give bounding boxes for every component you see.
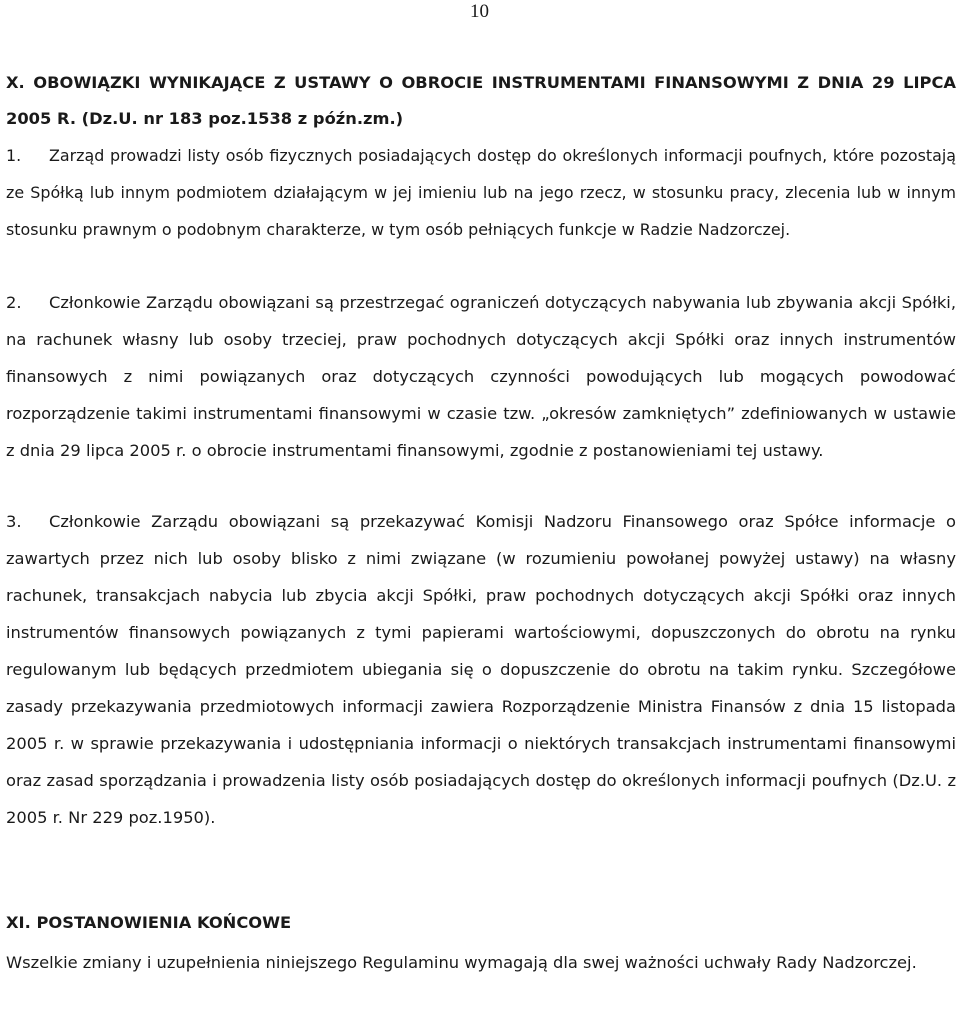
list-item-number: 3. [6, 512, 22, 531]
list-item [6, 503, 956, 836]
page-number: 10 [470, 1, 489, 22]
section-x-heading: X. OBOWIĄZKI WYNIKAJĄCE Z USTAWY O OBROCIE INSTRUMENTAMI FINANSOWYMI Z DNIA 29 LIPCA 2005 R. (Dz.U. nr 183 poz.1538 z późn.zm.) [6, 73, 956, 128]
closing-paragraph: Wszelkie zmiany i uzupełnienia niniejszego Regulaminu wymagają dla swej ważności uchwały Rady Nadzorczej. [6, 953, 917, 972]
list-item-text: Członkowie Zarządu obowiązani są przekazywać Komisji Nadzoru Finansowego oraz Spółce informacje o zawartych przez nich lub osoby blisko z nimi związane (w rozumieniu powołanej powyżej ustawy) na własny rachunek, transakcjach nabycia lub zbycia akcji Spółki, praw pochodnych dotyczących akcji Spółki oraz innych instrumentów finansowych powiązanych z tymi papierami wartościowymi, dopuszczonych do obrotu na rynku regulowanym lub będących przedmiotem ubiegania się o dopuszczenie do obrotu na takim rynku. Szczegółowe zasady przekazywania przedmiotowych informacji zawiera Rozporządzenie Ministra Finansów z dnia 15 listopada 2005 r. w sprawie przekazywania i udostępniania informacji o niektórych transakcjach instrumentami finansowymi oraz zasad sporządzania i prowadzenia listy osób posiadających dostęp do określonych informacji poufnych (Dz.U. z 2005 r. Nr 229 poz.1950). [6, 512, 956, 827]
section-xi-heading: XI. POSTANOWIENIA KOŃCOWE [6, 913, 292, 932]
list-item-number: 1. [6, 146, 22, 165]
list-item-text: Członkowie Zarządu obowiązani są przestrzegać ograniczeń dotyczących nabywania lub zbywania akcji Spółki, na rachunek własny lub osoby trzeciej, praw pochodnych dotyczących akcji Spółki oraz innych instrumentów finansowych z nimi powiązanych oraz dotyczących czynności powodujących lub mogących powodować rozporządzenie takimi instrumentami finansowymi w czasie tzw. „okresów zamkniętych” zdefiniowanych w ustawie z dnia 29 lipca 2005 r. o obrocie instrumentami finansowymi, zgodnie z postanowieniami tej ustawy. [6, 293, 956, 460]
list-item [6, 284, 956, 469]
list-item-text: Zarząd prowadzi listy osób fizycznych posiadających dostęp do określonych informacji poufnych, które pozostają ze Spółką lub innym podmiotem działającym w jej imieniu lub na jego rzecz, w stosunku pracy, zlecenia lub w innym stosunku prawnym o podobnym charakterze, w tym osób pełniących funkcje w Radzie Nadzorczej. [6, 146, 956, 239]
list-item [6, 137, 956, 248]
list-item-number: 2. [6, 293, 22, 312]
